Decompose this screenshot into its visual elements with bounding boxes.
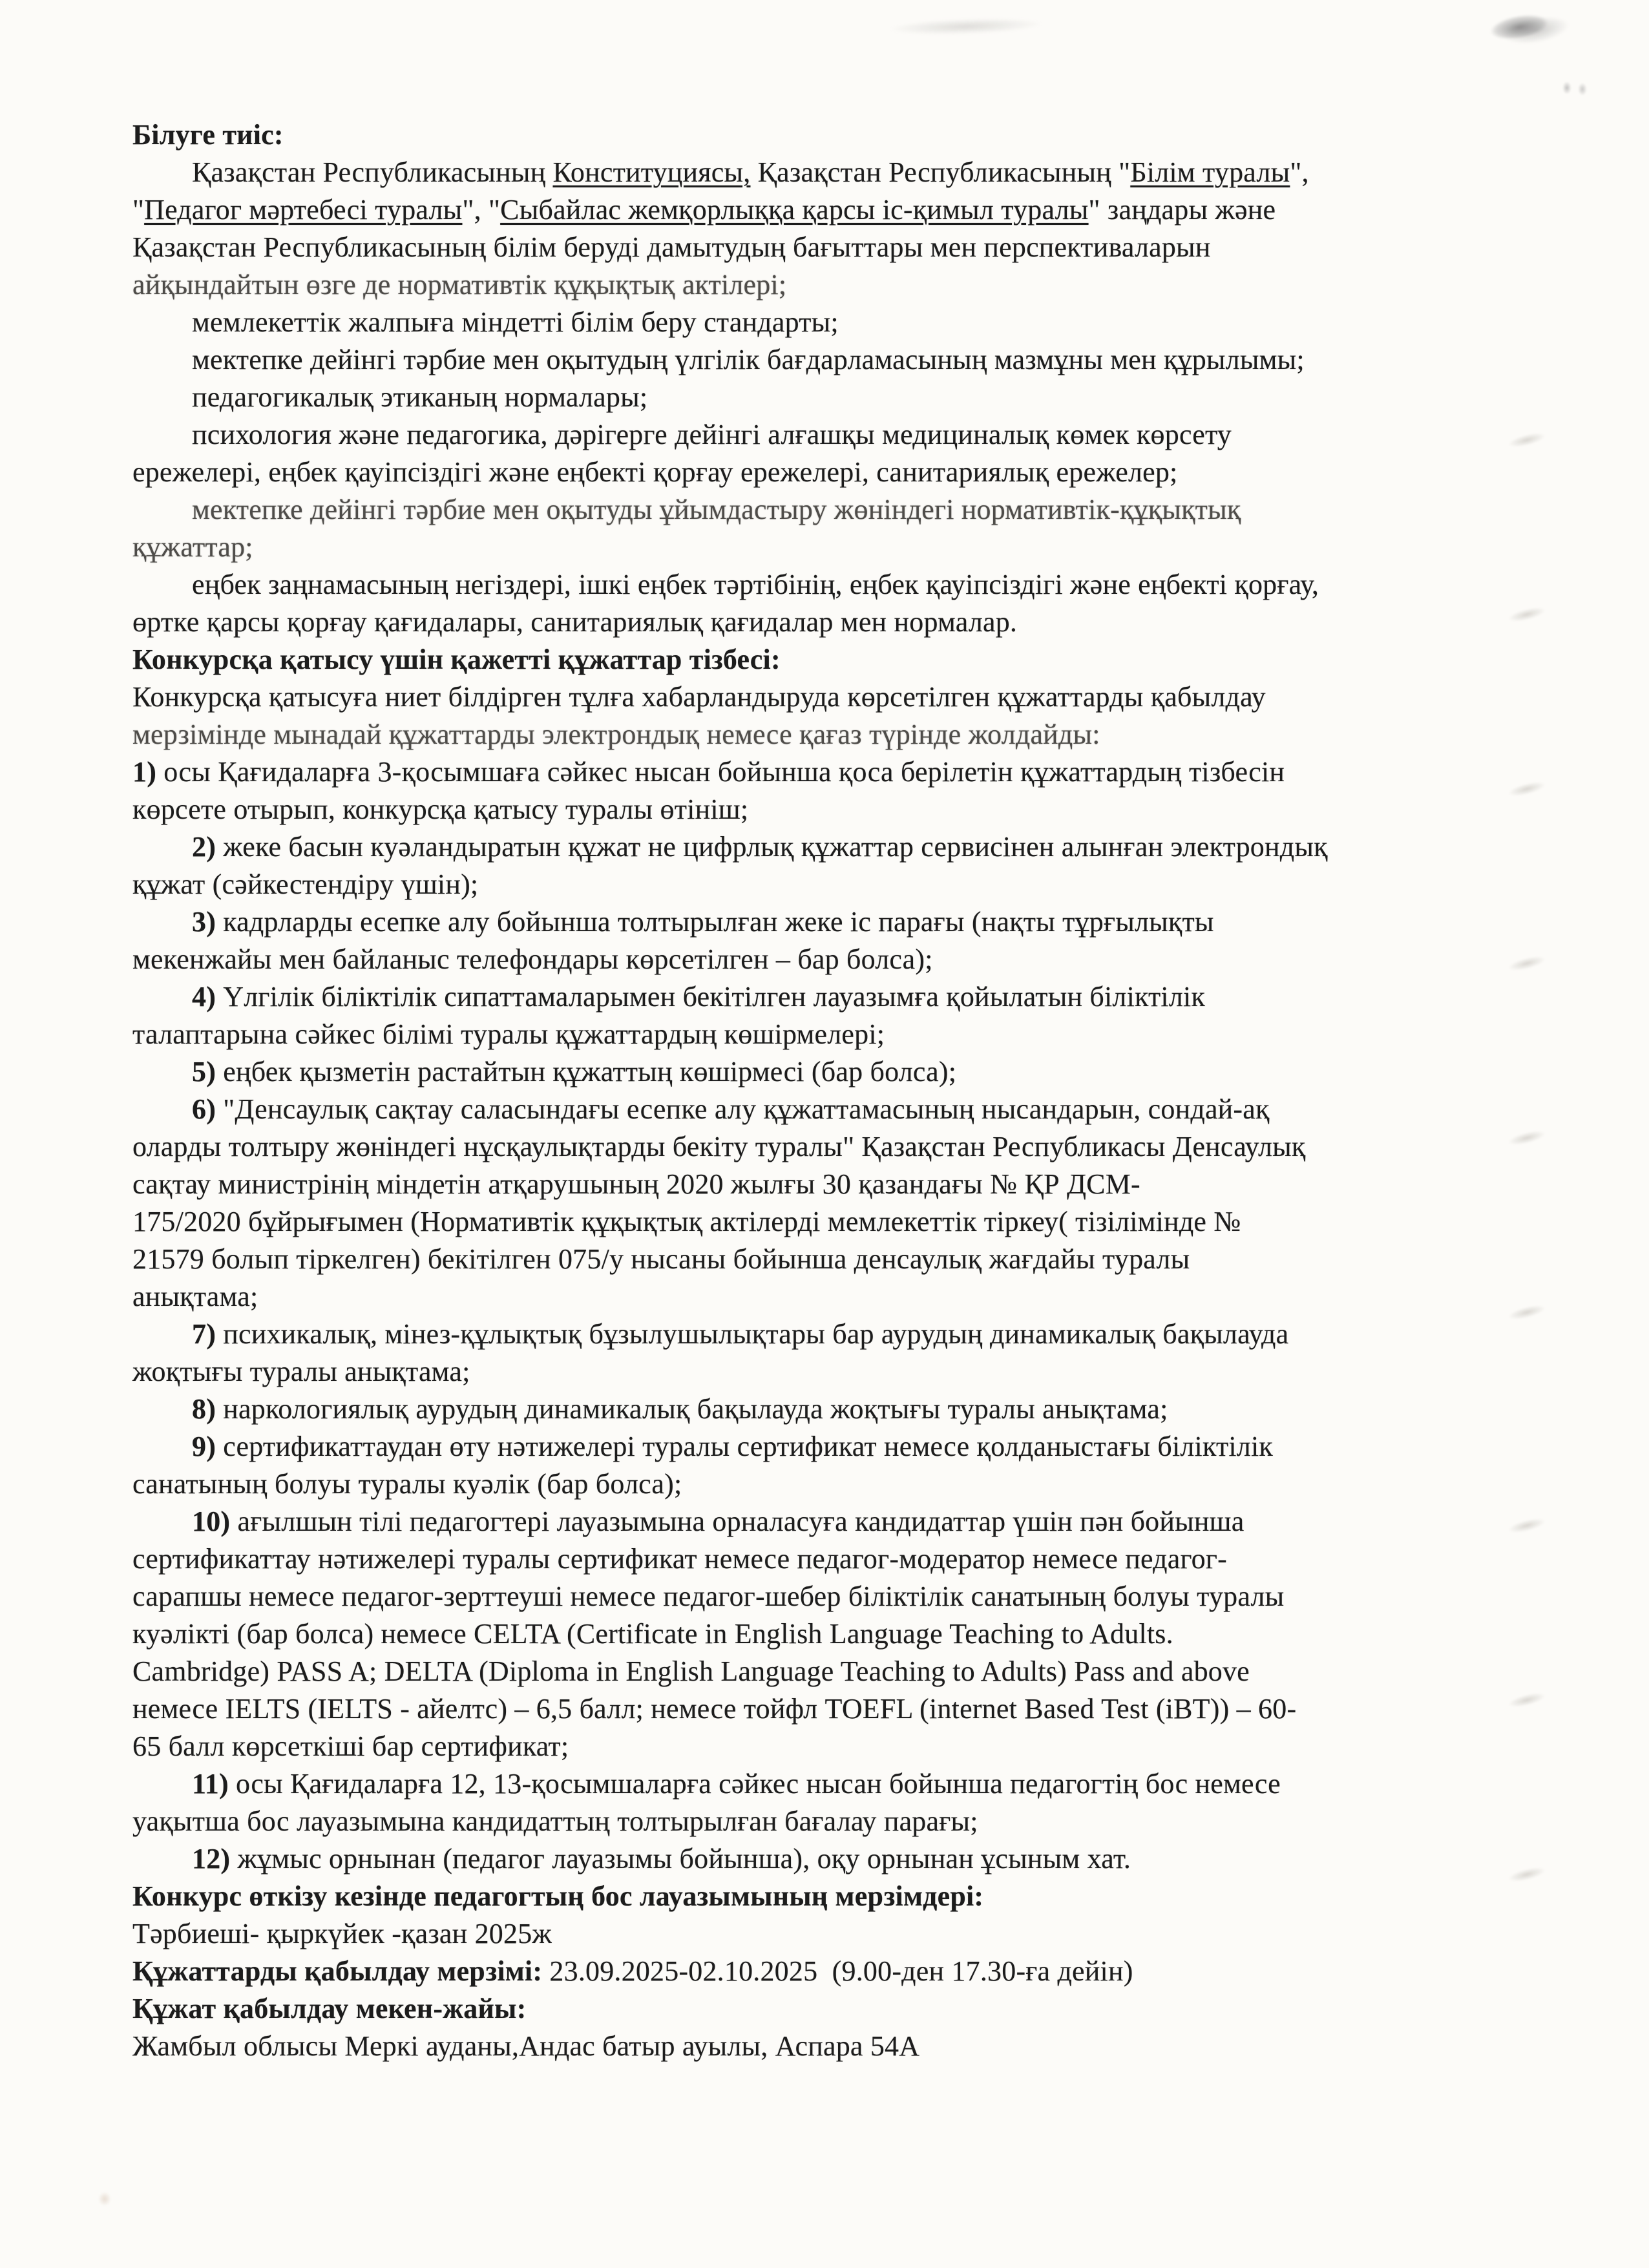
text-segment: көрсете отырып, конкурсқа қатысу туралы өтініш;: [132, 793, 749, 825]
text-line: [132, 1091, 1541, 1128]
text-line: [132, 1428, 1541, 1465]
text-segment: уақытша бос лауазымына кандидаттың толтырылған бағалау парағы;: [132, 1805, 978, 1837]
text-line: [132, 678, 1541, 716]
text-line: [132, 1166, 1541, 1203]
text-segment: Cambridge) PASS A; DELTA (Diploma in English Language Teaching to Adults) Pass and above: [132, 1655, 1250, 1687]
para-preschool-program: [132, 341, 1541, 379]
text-segment: еңбек заңнамасының негіздері, ішкі еңбек тәртібінің, еңбек қауіпсіздігі және еңбекті қорғау,: [192, 569, 1319, 600]
text-line: [132, 2028, 1541, 2065]
text-segment: сертификаттаудан өту нәтижелері туралы сертификат немесе қолданыстағы біліктілік: [216, 1431, 1273, 1462]
text-segment: психология және педагогика, дәрігерге дейінгі алғашқы медициналық көмек көрсету: [192, 419, 1232, 450]
text-line: [132, 1128, 1541, 1166]
text-segment: Үлгілік біліктілік сипаттамаларымен бекітілген лауазымға қойылатын біліктілік: [216, 981, 1206, 1013]
text-line: [132, 1016, 1541, 1053]
list-item-6: [132, 1091, 1541, 1316]
underlined-text: Педагог мәртебесі туралы: [144, 194, 463, 226]
text-segment: 5): [192, 1056, 216, 1087]
text-segment: 21579 болып тіркелген) бекітілген 075/у нысаны бойынша денсаулық жағдайы туралы: [132, 1243, 1190, 1275]
text-line: [132, 1540, 1541, 1578]
text-segment: ",: [1290, 156, 1309, 188]
text-segment: Конкурсқа қатысу үшін қажетті құжаттар тізбесі:: [132, 644, 781, 675]
list-item-1: [132, 753, 1541, 828]
text-segment: 65 балл көрсеткіші бар сертификат;: [132, 1730, 569, 1762]
text-segment: немесе IELTS (IELTS - айелтс) – 6,5 балл; немесе тойфл TOEFL (internet Based Test (iBT)) – 60-: [132, 1693, 1297, 1725]
text-segment: Қазақстан Республикасының: [192, 156, 553, 188]
text-line: [132, 978, 1541, 1016]
text-line: [132, 903, 1541, 941]
document-body: [132, 116, 1541, 2065]
text-line: [132, 341, 1541, 379]
text-segment: жұмыс орнынан (педагог лауазымы бойынша), оқу орнынан ұсыным хат.: [230, 1843, 1131, 1874]
text-line: [132, 566, 1541, 604]
heading-must-know: [132, 116, 1541, 154]
text-line: [132, 1353, 1541, 1391]
text-line: [132, 1578, 1541, 1615]
para-pedagogical-ethics: [132, 379, 1541, 416]
text-line: [132, 941, 1541, 978]
text-line: [132, 1316, 1541, 1353]
text-segment: 1): [132, 756, 157, 788]
text-segment: мектепке дейінгі тәрбие мен оқытудың үлгілік бағдарламасының мазмұны мен құрылымы;: [192, 344, 1305, 375]
list-item-3: [132, 903, 1541, 978]
text-segment: "Денсаулық сақтау саласындағы есепке алу құжаттамасының нысандарын, сондай-ақ: [216, 1093, 1270, 1125]
para-submission-intro: [132, 678, 1541, 753]
text-segment: Білуге тиіс:: [132, 119, 284, 151]
text-segment: талаптарына сәйкес білімі туралы құжаттардың көшірмелері;: [132, 1018, 885, 1050]
text-line: [132, 491, 1541, 529]
text-segment: еңбек қызметін растайтын құжаттың көшірмесі (бар болса);: [216, 1056, 957, 1087]
para-state-standard: [132, 304, 1541, 341]
text-line: [132, 791, 1541, 828]
text-segment: ": [132, 194, 145, 226]
text-segment: 3): [192, 906, 216, 938]
text-segment: мектепке дейінгі тәрбие мен оқытуды ұйымдастыру жөніндегі нормативтік-құқықтық: [192, 494, 1241, 525]
scan-dot-bottom-left: [98, 2192, 111, 2206]
heading-required-documents: [132, 641, 1541, 678]
text-segment: санатының болуы туралы куәлік (бар болса);: [132, 1468, 682, 1500]
para-laws: [132, 154, 1541, 304]
text-segment: Қазақстан Республикасының ": [750, 156, 1131, 188]
para-psychology-firstaid: [132, 416, 1541, 491]
text-line: [132, 1765, 1541, 1803]
list-item-4: [132, 978, 1541, 1053]
text-segment: 4): [192, 981, 216, 1013]
text-line: [132, 1241, 1541, 1278]
text-line: [132, 1465, 1541, 1503]
list-item-11: [132, 1765, 1541, 1840]
text-segment: 175/2020 бұйрығымен (Нормативтік құқықтық актілерді мемлекеттік тіркеу( тізілімінде №: [132, 1206, 1241, 1237]
scan-speck: [1562, 81, 1571, 94]
text-segment: айқындайтын өзге де нормативтік құқықтық актілері;: [132, 269, 787, 300]
text-segment: құжат (сәйкестендіру үшін);: [132, 868, 479, 900]
text-segment: сертификаттау нәтижелері туралы сертификат немесе педагог-модератор немесе педагог-: [132, 1543, 1227, 1575]
text-segment: наркологиялық аурудың динамикалық бақылауда жоқтығы туралы анықтама;: [216, 1393, 1168, 1425]
text-line: [132, 191, 1541, 229]
text-segment: мекенжайы мен байланыс телефондары көрсетілген – бар болса);: [132, 943, 933, 975]
text-line: [132, 116, 1541, 154]
text-segment: " заңдары және: [1088, 194, 1276, 226]
para-preschool-normative-docs: [132, 491, 1541, 566]
text-line: [132, 1728, 1541, 1765]
text-segment: сарапшы немесе педагог-зерттеуші немесе педагог-шебер біліктілік санатының болуы туралы: [132, 1580, 1285, 1612]
list-item-10: [132, 1503, 1541, 1765]
scan-smudge-top-right: [1480, 1, 1573, 56]
text-segment: 23.09.2025-02.10.2025 (9.00-ден 17.30-ға дейін): [542, 1955, 1133, 1987]
text-segment: 2): [192, 831, 216, 863]
text-segment: 6): [192, 1093, 216, 1125]
text-line: [132, 1990, 1541, 2028]
para-labor-legislation: [132, 566, 1541, 641]
text-line: [132, 1203, 1541, 1241]
list-item-7: [132, 1316, 1541, 1391]
text-line: [132, 154, 1541, 191]
text-segment: Қазақстан Республикасының білім беруді дамытудың бағыттары мен перспективаларын: [132, 231, 1211, 263]
list-item-8: [132, 1391, 1541, 1428]
text-segment: мерзімінде мынадай құжаттарды электрондық немесе қағаз түрінде жолдайды:: [132, 719, 1100, 750]
text-line: [132, 229, 1541, 266]
text-line: [132, 1503, 1541, 1540]
text-segment: кадрларды есепке алу бойынша толтырылған жеке іс парағы (нақты тұрғылықты: [216, 906, 1214, 938]
underlined-text: Конституциясы,: [552, 156, 751, 188]
list-item-2: [132, 828, 1541, 903]
text-line: [132, 1840, 1541, 1878]
text-segment: Жамбыл облысы Меркі ауданы,Андас батыр ауылы, Аспара 54А: [132, 2030, 920, 2062]
text-line: [132, 454, 1541, 491]
list-item-5: [132, 1053, 1541, 1091]
para-vacancy-educator: [132, 1915, 1541, 1953]
text-line: [132, 1615, 1541, 1653]
underlined-text: Білім туралы: [1130, 156, 1290, 188]
text-segment: 11): [192, 1768, 229, 1800]
text-segment: Конкурсқа қатысуға ниет білдірген тұлға хабарландыруда көрсетілген құжаттарды қабылдау: [132, 681, 1266, 713]
text-segment: осы Қағидаларға 3-қосымшаға сәйкес нысан бойынша қоса берілетін құжаттардың тізбесін: [156, 756, 1285, 788]
text-segment: ағылшын тілі педагогтері лауазымына орналасуға кандидаттар үшін пән бойынша: [230, 1506, 1245, 1537]
heading-vacancy-terms: [132, 1878, 1541, 1915]
text-line: [132, 1953, 1541, 1990]
text-line: [132, 1653, 1541, 1690]
text-line: [132, 753, 1541, 791]
list-item-12: [132, 1840, 1541, 1878]
text-line: [132, 416, 1541, 454]
text-line: [132, 1878, 1541, 1915]
text-segment: Конкурс өткізу кезінде педагогтың бос лауазымының мерзімдері:: [132, 1880, 984, 1912]
text-segment: Құжаттарды қабылдау мерзімі:: [132, 1955, 543, 1987]
text-segment: сақтау министрінің міндетін атқарушының 2020 жылғы 30 қазандағы № ҚР ДСМ-: [132, 1168, 1140, 1200]
text-segment: педагогикалық этиканың нормалары;: [192, 381, 648, 413]
text-line: [132, 304, 1541, 341]
text-segment: анықтама;: [132, 1281, 258, 1312]
text-line: [132, 828, 1541, 866]
text-line: [132, 529, 1541, 566]
text-line: [132, 266, 1541, 304]
text-segment: Тәрбиеші- қыркүйек -қазан 2025ж: [132, 1918, 552, 1949]
text-line: [132, 379, 1541, 416]
text-line: [132, 1391, 1541, 1428]
text-line: [132, 1278, 1541, 1316]
text-segment: мемлекеттік жалпыға міндетті білім беру стандарты;: [192, 306, 839, 338]
text-segment: ережелері, еңбек қауіпсіздігі және еңбекті қорғау ережелері, санитариялық ережелер;: [132, 456, 1178, 488]
text-segment: осы Қағидаларға 12, 13-қосымшаларға сәйкес нысан бойынша педагогтің бос немесе: [228, 1768, 1281, 1800]
list-item-9: [132, 1428, 1541, 1503]
text-line: [132, 716, 1541, 753]
text-line: [132, 604, 1541, 641]
scan-streak-top: [859, 8, 1073, 45]
text-segment: өртке қарсы қорғау қағидалары, санитариялық қағидалар мен нормалар.: [132, 606, 1018, 638]
text-segment: 7): [192, 1318, 216, 1350]
text-line: [132, 641, 1541, 678]
para-address: [132, 2028, 1541, 2065]
heading-acceptance-address: [132, 1990, 1541, 2028]
text-line: [132, 1803, 1541, 1840]
text-segment: ", ": [462, 194, 501, 226]
text-segment: құжаттар;: [132, 531, 253, 563]
text-segment: 8): [192, 1393, 216, 1425]
text-segment: психикалық, мінез-құлықтық бұзылушылықтары бар аурудың динамикалық бақылауда: [216, 1318, 1289, 1350]
text-segment: жоқтығы туралы анықтама;: [132, 1356, 470, 1387]
scan-speck: [1578, 83, 1587, 96]
text-segment: куәлікті (бар болса) немесе CELTA (Certificate in English Language Teaching to Adults.: [132, 1618, 1173, 1650]
text-line: [132, 1915, 1541, 1953]
para-acceptance-period: [132, 1953, 1541, 1990]
text-segment: оларды толтыру жөніндегі нұсқаулықтарды бекіту туралы" Қазақстан Республикасы Денсаулық: [132, 1131, 1306, 1162]
text-segment: 12): [192, 1843, 231, 1874]
text-segment: 9): [192, 1431, 216, 1462]
text-segment: 10): [192, 1506, 231, 1537]
text-line: [132, 866, 1541, 903]
text-segment: Құжат қабылдау мекен-жайы:: [132, 1993, 527, 2024]
underlined-text: Сыбайлас жемқорлыққа қарсы іс-қимыл туралы: [500, 194, 1089, 226]
text-line: [132, 1053, 1541, 1091]
text-segment: жеке басын куәландыратын құжат не цифрлық құжаттар сервисінен алынған электрондық: [216, 831, 1328, 863]
text-line: [132, 1690, 1541, 1728]
